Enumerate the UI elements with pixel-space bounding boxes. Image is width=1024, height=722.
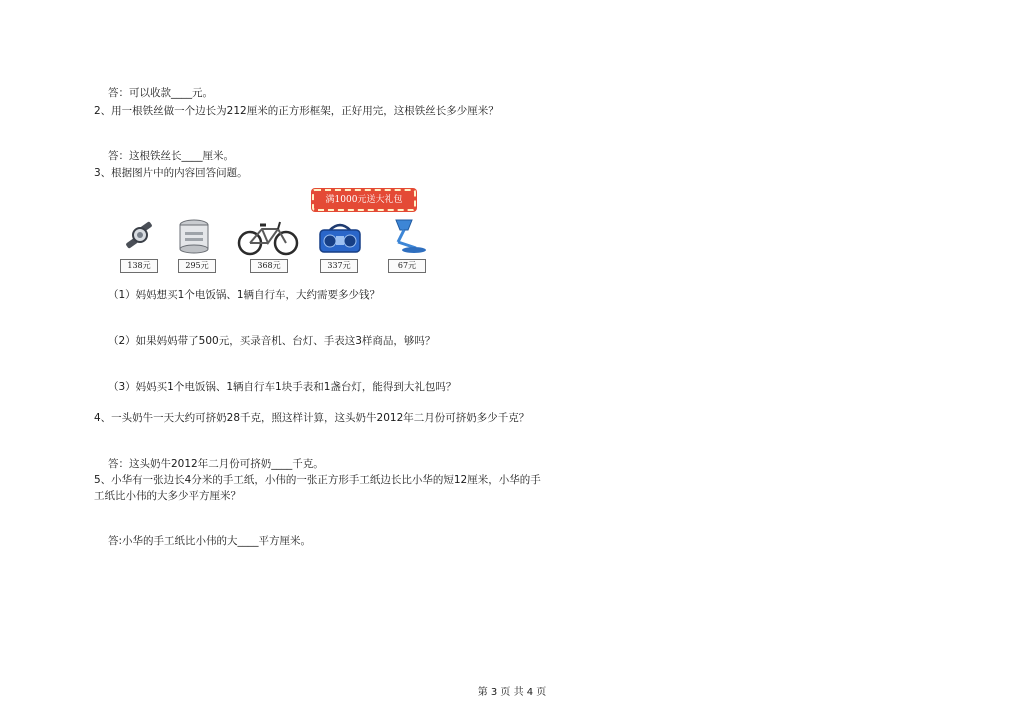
question-4: 4、一头奶牛一天大约可挤奶28千克，照这样计算，这头奶牛2012年二月份可挤奶多少千克？ [94,412,530,424]
sub-question-3: （3）妈妈买1个电饭锅、1辆自行车1块手表和1盏台灯，能得到大礼包吗？ [108,381,457,393]
answer-line-2: 答：这根铁丝长____厘米。 [108,150,234,162]
price-tag: 67元 [388,259,426,273]
answer-line-1: 答：可以收款____元。 [108,87,213,99]
product-desk-lamp [388,216,438,274]
sub-question-1: （1）妈妈想买1个电饭锅、1辆自行车，大约需要多少钱？ [108,289,381,301]
question-5-line-2: 工纸比小伟的大多少平方厘米？ [94,490,241,502]
promo-banner: 满1000元送大礼包 [312,189,416,211]
answer-line-4: 答：这头奶牛2012年二月份可挤奶____千克。 [108,458,324,470]
answer-line-5: 答:小华的手工纸比小伟的大____平方厘米。 [108,535,312,547]
question-3: 3、根据图片中的内容回答问题。 [94,167,248,179]
price-tag: 337元 [320,259,358,273]
sub-question-2: （2）如果妈妈带了500元，买录音机、台灯、手表这3样商品，够吗？ [108,335,436,347]
page-footer: 第 3 页 共 4 页 [477,687,547,698]
price-tag: 138元 [120,259,158,273]
price-tag: 295元 [178,259,216,273]
desk-lamp-icon [388,216,432,256]
product-rice-cooker [174,216,244,274]
product-radio [318,216,368,274]
watch-icon [116,216,156,256]
question-2: 2、用一根铁丝做一个边长为212厘米的正方形框架，正好用完，这根铁丝长多少厘米？ [94,105,499,117]
bicycle-icon [236,216,300,256]
radio-icon [318,216,362,256]
product-figure [108,186,438,276]
product-bicycle [236,216,302,274]
rice-cooker-icon [174,216,214,256]
price-tag: 368元 [250,259,288,273]
question-5-line-1: 5、小华有一张边长4分米的手工纸，小伟的一张正方形手工纸边长比小华的短12厘米，小华的手 [94,474,541,486]
